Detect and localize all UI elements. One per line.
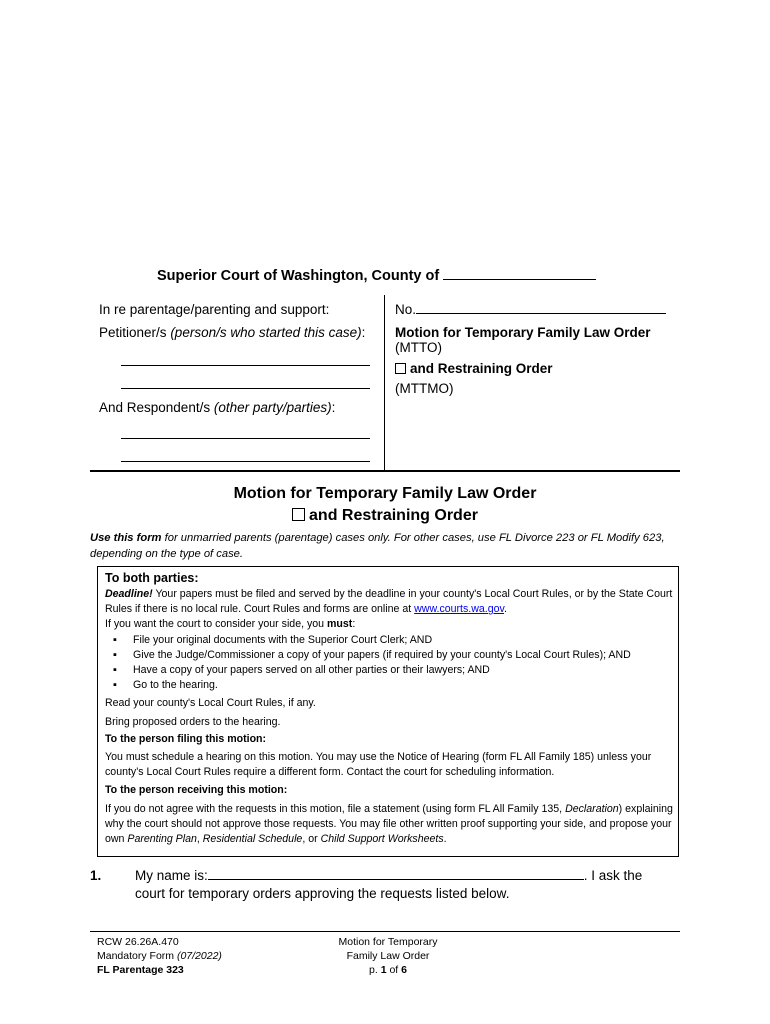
- caption-divider: [384, 295, 385, 472]
- list-item: ▪ Have a copy of your papers served on all other parties or their lawyers; AND: [133, 663, 675, 678]
- item-number: 1.: [90, 868, 102, 883]
- restraining-order-checkbox[interactable]: [395, 363, 406, 374]
- courts-link[interactable]: www.courts.wa.gov: [414, 603, 505, 616]
- use-note: Use this form for unmarried parents (parentage) cases only. For other cases, use FL Divorce 223 or FL Modify 623, depending on the type of case.: [90, 532, 665, 560]
- respondent-name-blank-1[interactable]: [121, 438, 370, 439]
- instructions-box: [97, 566, 679, 857]
- name-blank[interactable]: [208, 879, 584, 880]
- doc-code-1: (MTTO): [395, 340, 442, 355]
- case-number: No.: [395, 302, 675, 317]
- filing-text: You must schedule a hearing on this motion. You may use the Notice of Hearing (form FL All Family 185) unless your county's Local Court Rules require a different form. Contact the court for scheduling information.: [105, 751, 652, 779]
- list-item: ▪ File your original documents with the Superior Court Clerk; AND: [133, 633, 675, 648]
- page-number: p. 1 of 6: [369, 964, 407, 976]
- in-re-label: In re parentage/parenting and support:: [99, 302, 330, 317]
- footer-center: Motion for Temporary Family Law Order p. 1 of 6: [318, 935, 458, 977]
- doc-title-1: Motion for Temporary Family Law Order: [395, 325, 651, 340]
- doc-code-2: (MTTMO): [395, 381, 454, 396]
- caption-right: [395, 302, 675, 396]
- county-blank[interactable]: [443, 279, 596, 280]
- petitioner-label: Petitioner/s (person/s who started this case):: [99, 325, 366, 340]
- list-item: ▪ Go to the hearing.: [133, 678, 675, 693]
- filing-heading: To the person filing this motion:: [105, 732, 267, 745]
- respondent-name-blank-2[interactable]: [121, 461, 370, 462]
- item-1: 1. My name is: . I ask the court for temporary orders approving the requests listed below.: [90, 868, 643, 901]
- receiving-text: If you do not agree with the requests in this motion, file a statement (using form FL All Family 135, Declaration) explaining why the court should not approve those requests. You may file other written proof supporting your side, and propose your own Parenting Plan, Residential Schedule, or Child Support Worksheets.: [105, 802, 673, 846]
- court-title: Superior Court of Washington, County of: [157, 268, 596, 284]
- list-item: ▪ Give the Judge/Commissioner a copy of your papers (if required by your county's Local Court Rules); AND: [133, 648, 675, 663]
- petitioner-name-blank-2[interactable]: [121, 388, 370, 389]
- info-heading: To both parties:: [105, 571, 199, 585]
- main-title: Motion for Temporary Family Law Order and Restraining Order: [0, 483, 770, 527]
- respondent-label: And Respondent/s (other party/parties):: [99, 400, 336, 415]
- read-rules: Read your county's Local Court Rules, if any.: [105, 697, 316, 710]
- footer-left: [97, 935, 222, 977]
- footer-form-id: FL Parentage 323: [97, 964, 184, 976]
- footer-rule: [90, 931, 680, 932]
- bring-orders: Bring proposed orders to the hearing.: [105, 715, 281, 728]
- footer-mandatory: Mandatory Form (07/2022): [97, 950, 222, 962]
- restraining-order-option: and Restraining Order: [395, 361, 675, 376]
- caption-left: [99, 302, 379, 415]
- caption-bottom-rule: [90, 470, 680, 472]
- requirements-list: [105, 633, 675, 694]
- deadline-paragraph: Deadline! Your papers must be filed and served by the deadline in your county's Local Court Rules, or by the State Court Rules if there is no local rule. Court Rules and forms are online at www.courts.wa.gov.: [105, 588, 673, 616]
- case-number-blank[interactable]: [416, 313, 666, 314]
- petitioner-name-blank-1[interactable]: [121, 365, 370, 366]
- receiving-heading: To the person receiving this motion:: [105, 784, 288, 797]
- footer-rcw: RCW 26.26A.470: [97, 936, 179, 948]
- main-title-line2: and Restraining Order: [0, 505, 770, 527]
- consider-paragraph: If you want the court to consider your side, you must:: [105, 618, 356, 631]
- title-restraining-checkbox[interactable]: [292, 508, 305, 521]
